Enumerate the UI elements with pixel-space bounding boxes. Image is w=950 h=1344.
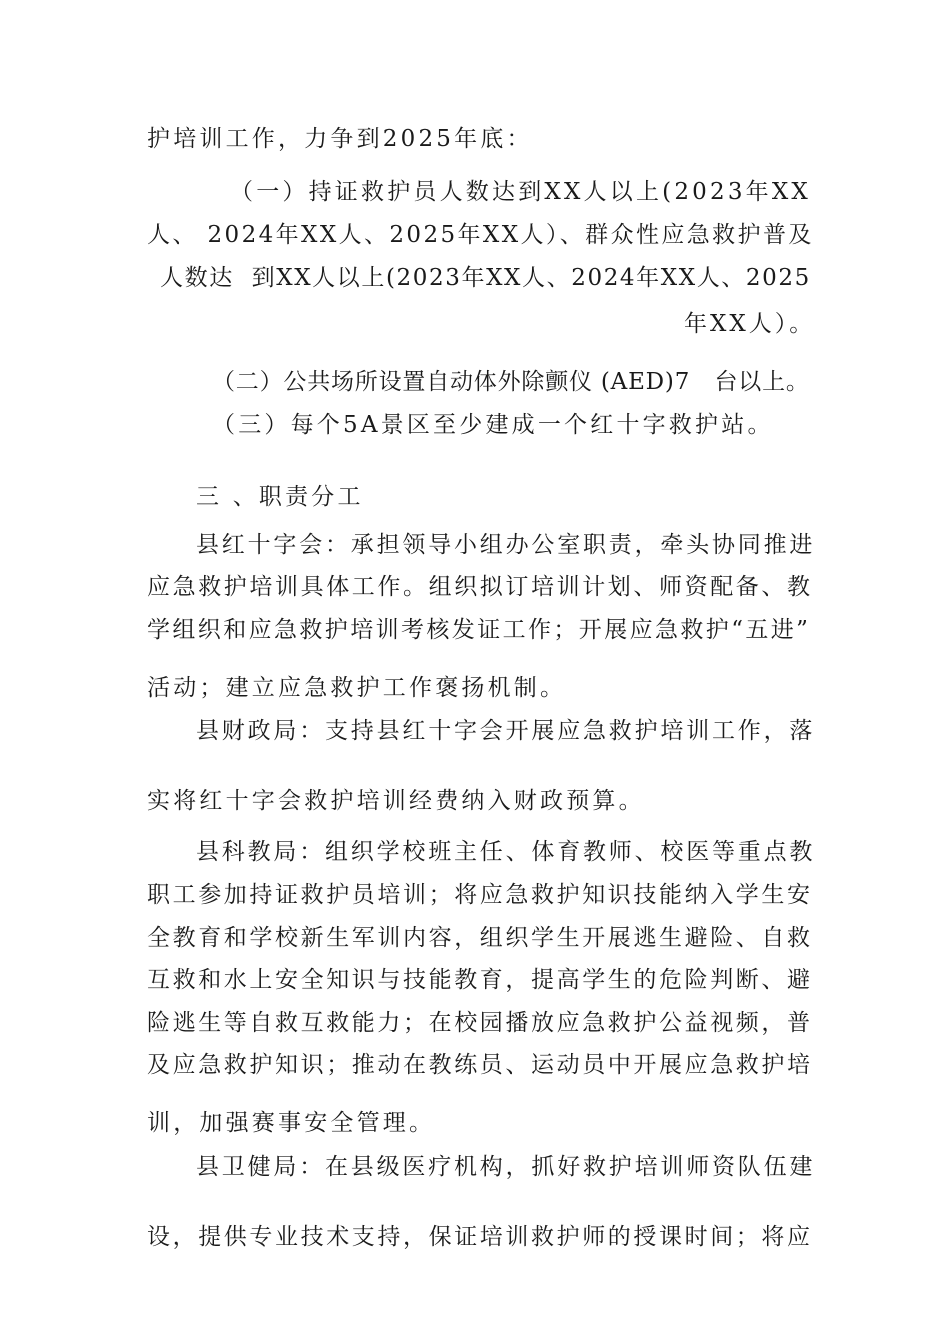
list-item-1-line: 人数达 到XX人以上(2023年XX人、2024年XX人、2025 xyxy=(160,265,811,291)
paragraph-line: 互救和水上安全知识与技能教育，提高学生的危险判断、避 xyxy=(147,967,813,993)
paragraph-line: 及应急救护知识；推动在教练员、运动员中开展应急救护培 xyxy=(147,1052,813,1078)
paragraph-line: 活动；建立应急救护工作褒扬机制。 xyxy=(147,675,567,701)
paragraph-line: 县财政局：支持县红十字会开展应急救护培训工作，落 xyxy=(196,718,816,744)
list-item-1-line: （一）持证救护员人数达到XX人以上(2023年XX xyxy=(230,179,812,205)
paragraph-line: 学组织和应急救护培训考核发证工作；开展应急救护“五进” xyxy=(147,617,811,643)
paragraph-line: 应急救护培训具体工作。组织拟订培训计划、师资配备、教 xyxy=(147,574,813,600)
section-heading: 三 、职责分工 xyxy=(196,484,364,510)
list-item-3: （三）每个5A景区至少建成一个红十字救护站。 xyxy=(212,412,774,438)
paragraph-line: 实将红十字会救护培训经费纳入财政预算。 xyxy=(147,788,645,814)
paragraph-line: 县红十字会：承担领导小组办公室职责，牵头协同推进 xyxy=(196,532,816,558)
paragraph-line: 县科教局：组织学校班主任、体育教师、校医等重点教 xyxy=(196,839,816,865)
paragraph-line: 训，加强赛事安全管理。 xyxy=(147,1110,436,1136)
paragraph-line: 县卫健局：在县级医疗机构，抓好救护培训师资队伍建 xyxy=(196,1154,816,1180)
list-item-2: （二）公共场所设置自动体外除颤仪 (AED)7 台以上。 xyxy=(212,369,810,395)
list-item-1-line: 年XX人）。 xyxy=(684,311,816,337)
list-item-1-line: 人、 2024年XX人、2025年XX人）、群众性应急救护普及 xyxy=(147,222,814,248)
paragraph-line: 职工参加持证救护员培训；将应急救护知识技能纳入学生安 xyxy=(147,882,813,908)
paragraph-line: 设，提供专业技术支持，保证培训救护师的授课时间；将应 xyxy=(147,1224,813,1250)
paragraph-line: 护培训工作，力争到2025年底： xyxy=(147,126,533,152)
paragraph-line: 全教育和学校新生军训内容，组织学生开展逃生避险、自救 xyxy=(147,925,813,951)
paragraph-line: 险逃生等自救互救能力；在校园播放应急救护公益视频，普 xyxy=(147,1010,813,1036)
